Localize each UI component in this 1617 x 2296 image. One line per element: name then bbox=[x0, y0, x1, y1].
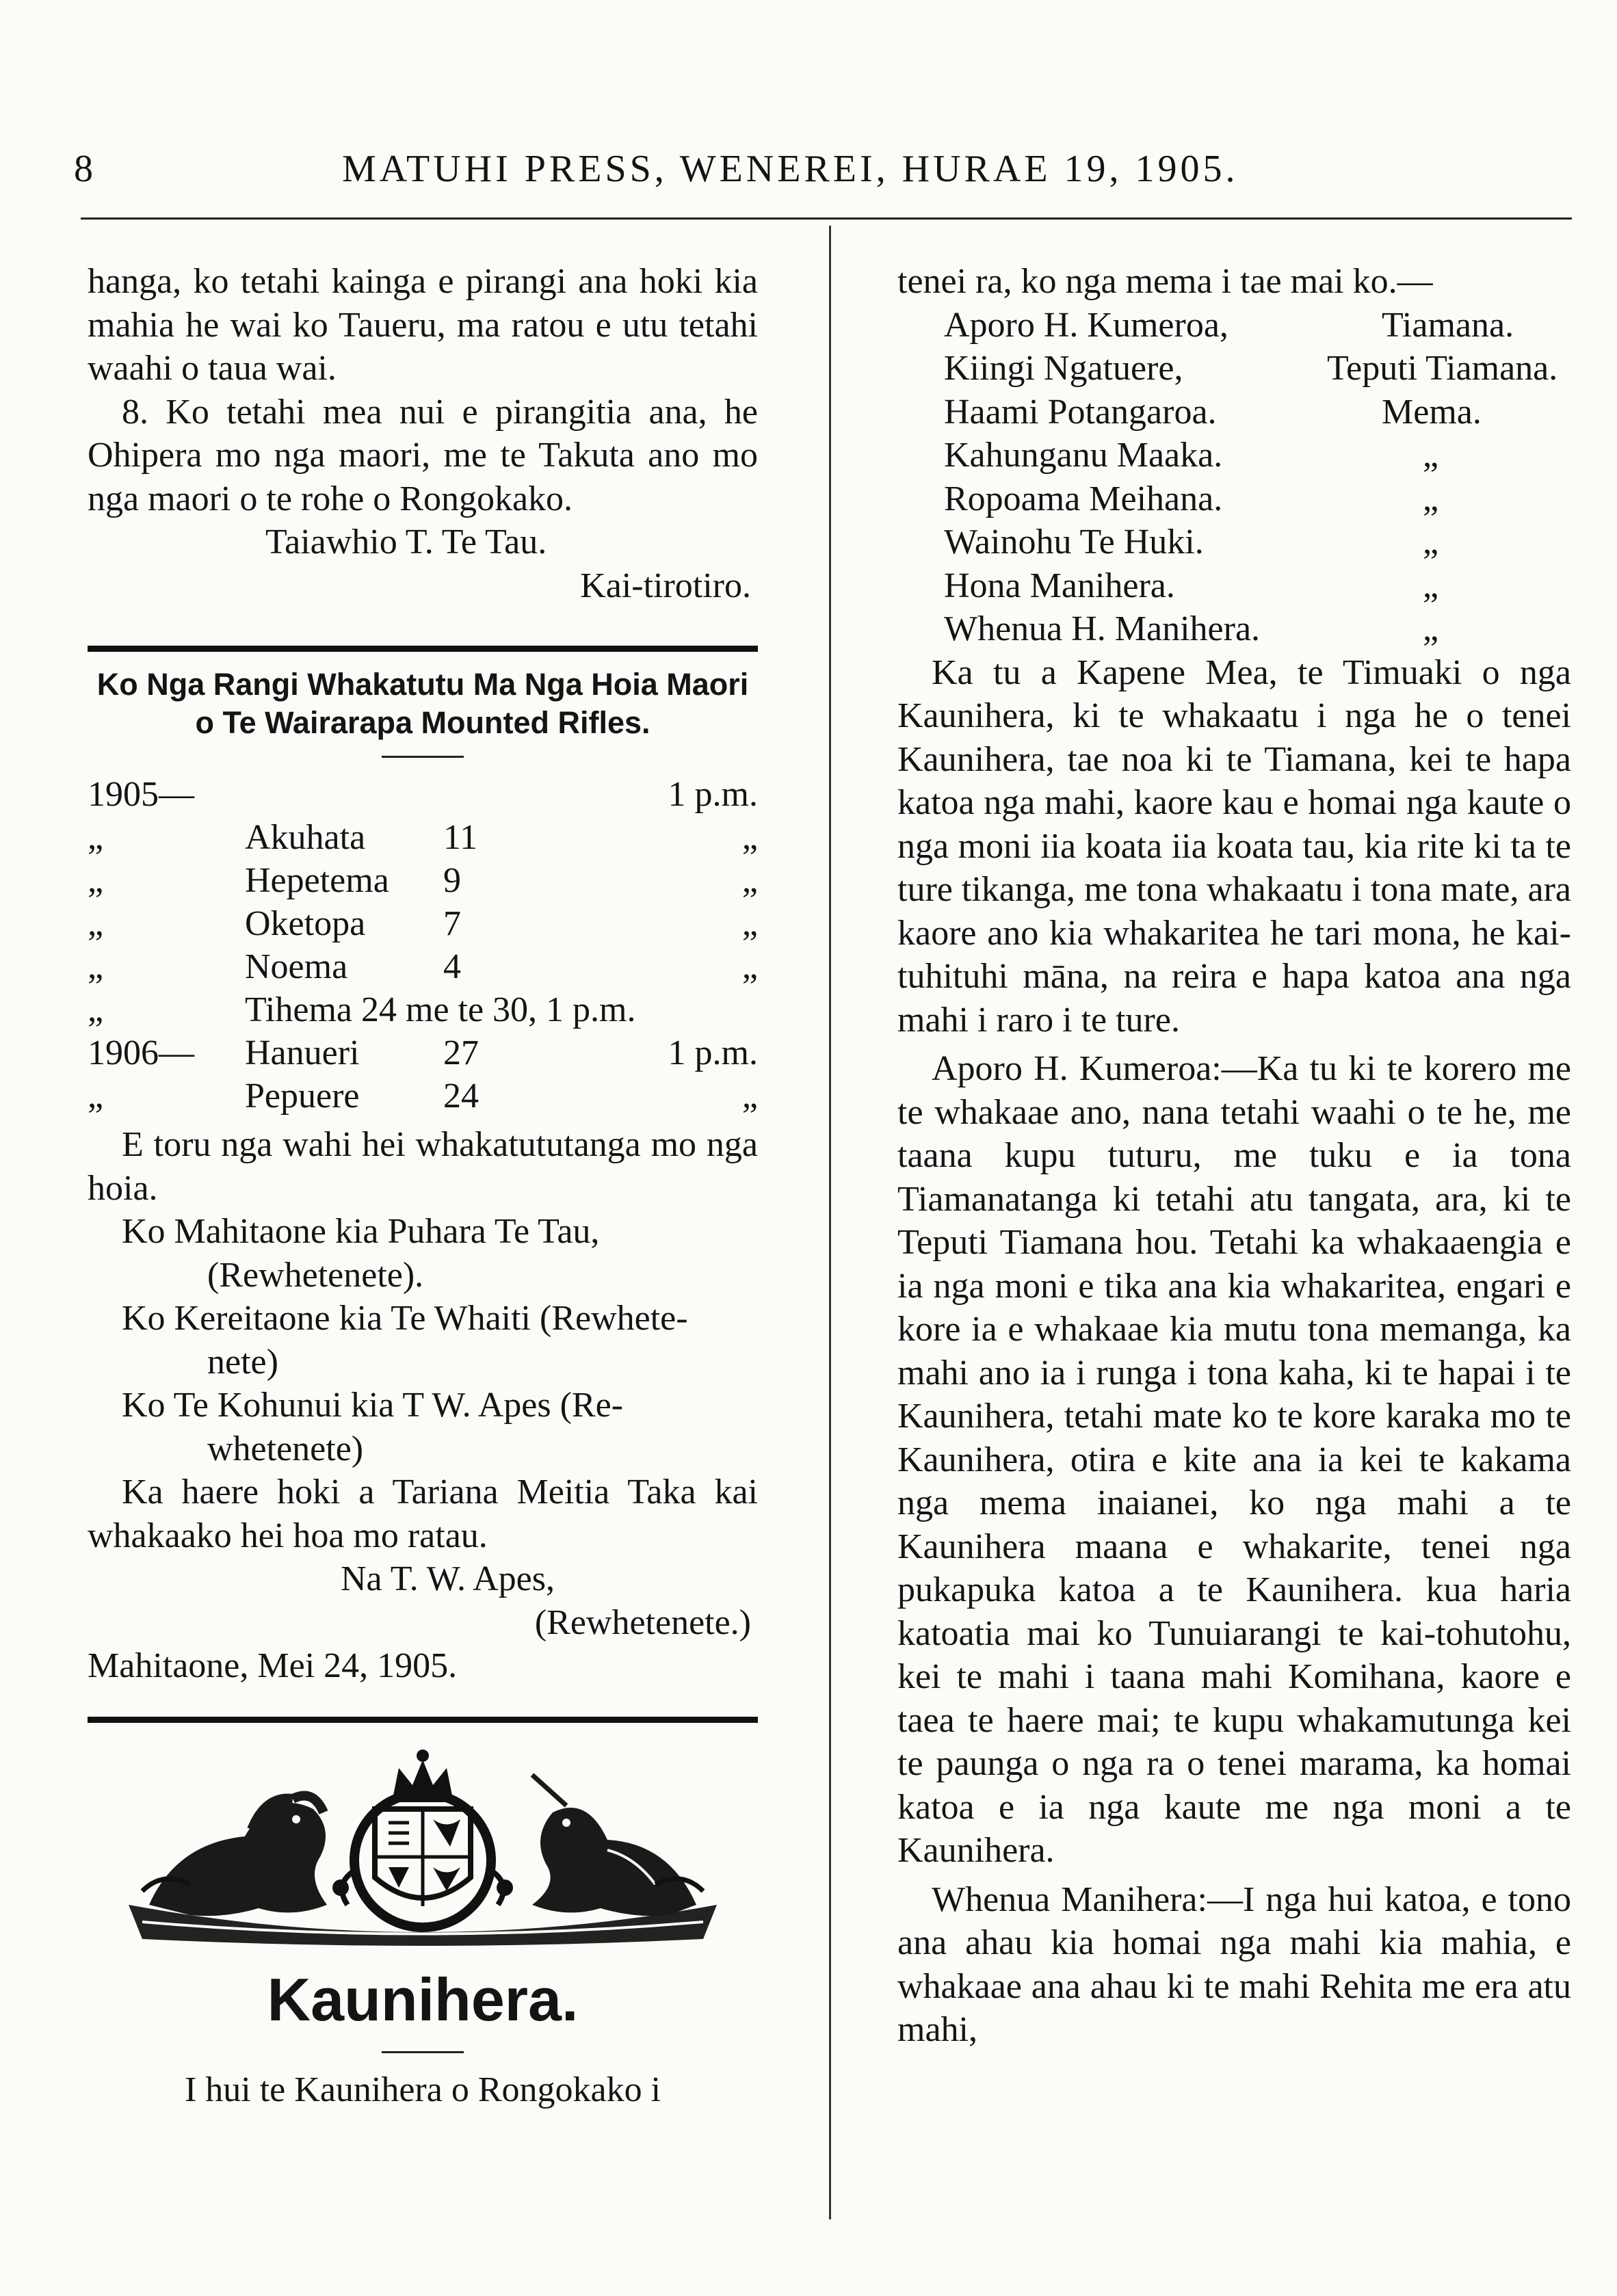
member-role: „ bbox=[1423, 436, 1439, 475]
schedule-day bbox=[443, 773, 539, 816]
right-column bbox=[897, 260, 1571, 2052]
venue-line: whetenete) bbox=[207, 1429, 364, 1468]
schedule-time: 1 p.m. bbox=[668, 775, 758, 814]
schedule-day: 7 bbox=[443, 904, 461, 943]
schedule-time: „ bbox=[741, 947, 758, 986]
drill-schedule bbox=[88, 773, 758, 1118]
schedule-month bbox=[245, 773, 443, 816]
council-title: Kaunihera. bbox=[267, 1965, 579, 2033]
member-row bbox=[897, 477, 1571, 521]
member-row bbox=[897, 434, 1571, 477]
schedule-time: „ bbox=[741, 861, 758, 900]
signed-title: (Rewhetenete.) bbox=[534, 1602, 751, 1642]
venue-line: Ko Mahitaone kia Puhara Te Tau, bbox=[122, 1212, 600, 1251]
royal-coat-of-arms bbox=[88, 1747, 758, 1959]
schedule-row bbox=[88, 1031, 758, 1074]
member-name: Whenua H. Manihera. bbox=[944, 609, 1261, 648]
member-role: „ bbox=[1423, 523, 1439, 562]
schedule-day: 9 bbox=[443, 861, 461, 900]
running-head: MATUHI PRESS, WENEREI, HURAE 19, 1905. bbox=[342, 148, 1239, 190]
member-name: Kiingi Ngatuere, bbox=[944, 349, 1183, 388]
member-row bbox=[897, 304, 1571, 347]
page-number: 8 bbox=[74, 148, 93, 190]
opening-line: tenei ra, ko nga mema i tae mai ko.— bbox=[897, 262, 1433, 301]
schedule-year: „ bbox=[88, 861, 104, 900]
schedule-day: 4 bbox=[443, 947, 461, 986]
member-role: Tiamana. bbox=[1382, 305, 1514, 345]
schedule-time: „ bbox=[741, 818, 758, 857]
schedule-month: Pepuere bbox=[245, 1077, 360, 1116]
member-name: Kahunganu Maaka. bbox=[944, 436, 1223, 475]
dateline: Mahitaone, Mei 24, 1905. bbox=[88, 1646, 458, 1685]
schedule-year: „ bbox=[88, 990, 104, 1029]
member-row bbox=[897, 520, 1571, 564]
member-role: „ bbox=[1423, 479, 1439, 518]
schedule-day: 11 bbox=[443, 818, 478, 857]
schedule-row bbox=[88, 945, 758, 988]
member-row bbox=[897, 347, 1571, 391]
schedule-row bbox=[88, 773, 758, 816]
member-name: Hona Manihera. bbox=[944, 566, 1175, 605]
venue-line: (Rewhetenete). bbox=[207, 1255, 424, 1295]
intro-paragraph: hanga, ko tetahi kainga e pirangi ana hoki kia mahia he wai ko Taueru, ma ratou e utu tetahi waahi o taua wai. bbox=[88, 262, 758, 388]
schedule-month: Noema bbox=[245, 947, 348, 986]
schedule-row bbox=[88, 988, 758, 1031]
signature-title: Kai-tirotiro. bbox=[580, 566, 751, 605]
council-first-line: I hui te Kaunihera o Rongokako i bbox=[184, 2070, 661, 2109]
member-role: „ bbox=[1423, 609, 1439, 648]
coat-of-arms-icon bbox=[88, 1747, 758, 1959]
member-row bbox=[897, 607, 1571, 651]
signature-name: Taiawhio T. Te Tau. bbox=[265, 523, 547, 562]
item-8-paragraph: 8. Ko tetahi mea nui e pirangitia ana, he Ohipera mo nga maori, me te Takuta ano mo nga maori o te rohe o Rongokako. bbox=[88, 392, 758, 518]
member-name: Ropoama Meihana. bbox=[944, 479, 1223, 518]
schedule-row bbox=[88, 816, 758, 859]
paragraph-aporo-kumeroa: Aporo H. Kumeroa:—Ka tu ki te korero me te whakaae ano, nana tetahi waahi o te he, me taana kupu tuturu, me tuku e ia tona Tiamanatanga ki tetahi atu tangata, ara, ki te Teputi Tiamana hou. Tetahi ka whakaaengia e ia nga moni e tika ana kia whakaritea, engari e kore ia e whakaae kia mutu tona memanga, ka mahi ano ia i runga i tona kaha, ki te hapai i te Kaunihera, tetahi mate ko te kore karaka mo te Kaunihera, otira e kite ana ia kei te kakama nga mema inaianei, ko nga mahi a te Kaunihera maana e whakarite, tenei nga pukapuka katoa a te Kaunihera. kua haria katoatia mai ko Tunuiarangi te kai-tohutohu, kei te mahi i taana mahi Komihana, kaore e taea te haere mai; te kupu whakamutunga kei te paunga o nga ra o tenei marama, ka homai katoa e ia nga kaute me nga moni a te Kaunihera. bbox=[897, 1049, 1571, 1870]
signed-by: Na T. W. Apes, bbox=[341, 1559, 555, 1598]
schedule-time: „ bbox=[741, 904, 758, 943]
section-heading: Ko Nga Rangi Whakatutu Ma Nga Hoia Maori o Te Wairarapa Mounted Rifles. bbox=[96, 667, 749, 740]
member-role: Mema. bbox=[1382, 392, 1482, 432]
schedule-year: 1906— bbox=[88, 1033, 194, 1072]
member-role: „ bbox=[1423, 566, 1439, 605]
schedule-year: „ bbox=[88, 947, 104, 986]
section-rule bbox=[88, 646, 758, 652]
schedule-month: Hepetema bbox=[245, 861, 389, 900]
schedule-month: Tihema 24 me te 30, 1 p.m. bbox=[245, 990, 636, 1029]
schedule-row bbox=[88, 859, 758, 902]
schedule-month: Akuhata bbox=[245, 818, 366, 857]
member-role: Teputi Tiamana. bbox=[1327, 349, 1558, 388]
venue-line: Ko Kereitaone kia Te Whaiti (Rewhete- bbox=[122, 1299, 688, 1338]
member-name: Wainohu Te Huki. bbox=[944, 523, 1204, 562]
schedule-row bbox=[88, 902, 758, 945]
schedule-day: 24 bbox=[443, 1077, 479, 1116]
member-row bbox=[897, 564, 1571, 608]
left-column bbox=[88, 260, 758, 2111]
short-rule bbox=[382, 756, 464, 758]
teacher-paragraph: Ka haere hoki a Tariana Meitia Taka kai whakaako hei hoa mo ratau. bbox=[88, 1473, 758, 1555]
member-row bbox=[897, 391, 1571, 434]
paragraph-whenua-manihera: Whenua Manihera:—I nga hui katoa, e tono ana ahau kia homai nga mahi kia mahia, e whakaae ana ahau ki te mahi Rehita me era atu mahi, bbox=[897, 1879, 1571, 2049]
venue-line: Ko Te Kohunui kia T W. Apes (Re- bbox=[122, 1386, 624, 1425]
schedule-time: 1 p.m. bbox=[668, 1033, 758, 1072]
schedule-year: 1905— bbox=[88, 775, 194, 814]
schedule-time: „ bbox=[741, 1077, 758, 1116]
section-rule bbox=[88, 1717, 758, 1723]
schedule-year: „ bbox=[88, 904, 104, 943]
schedule-month: Oketopa bbox=[245, 904, 366, 943]
schedule-row bbox=[88, 1074, 758, 1118]
schedule-year: „ bbox=[88, 1077, 104, 1116]
column-divider bbox=[829, 226, 831, 2219]
paragraph-kapene-mea: Ka tu a Kapene Mea, te Timuaki o nga Kaunihera, ki te whakaatu i nga he o tenei Kaunihera, tae noa ki te Tiamana, kei te hapa katoa nga mahi, kaore kau e homai nga kaute o nga moni iia koata iia koata tau, kia rite ki ta te ture tikanga, me tona whakaatu i tona mate, ara kaore ano kia whakaritea he tari mona, he kai-tuhituhi māna, na reira e hapa katoa ana nga mahi i raro i te ture. bbox=[897, 652, 1571, 1040]
member-name: Haami Potangaroa. bbox=[944, 392, 1217, 432]
top-rule bbox=[81, 217, 1572, 220]
schedule-year: „ bbox=[88, 818, 104, 857]
schedule-month: Hanueri bbox=[245, 1033, 360, 1072]
member-name: Aporo H. Kumeroa, bbox=[944, 305, 1228, 345]
short-rule bbox=[382, 2051, 464, 2053]
schedule-day: 27 bbox=[443, 1033, 479, 1072]
venue-line: nete) bbox=[207, 1342, 278, 1382]
venues-intro: E toru nga wahi hei whakatututanga mo nga hoia. bbox=[88, 1125, 758, 1208]
